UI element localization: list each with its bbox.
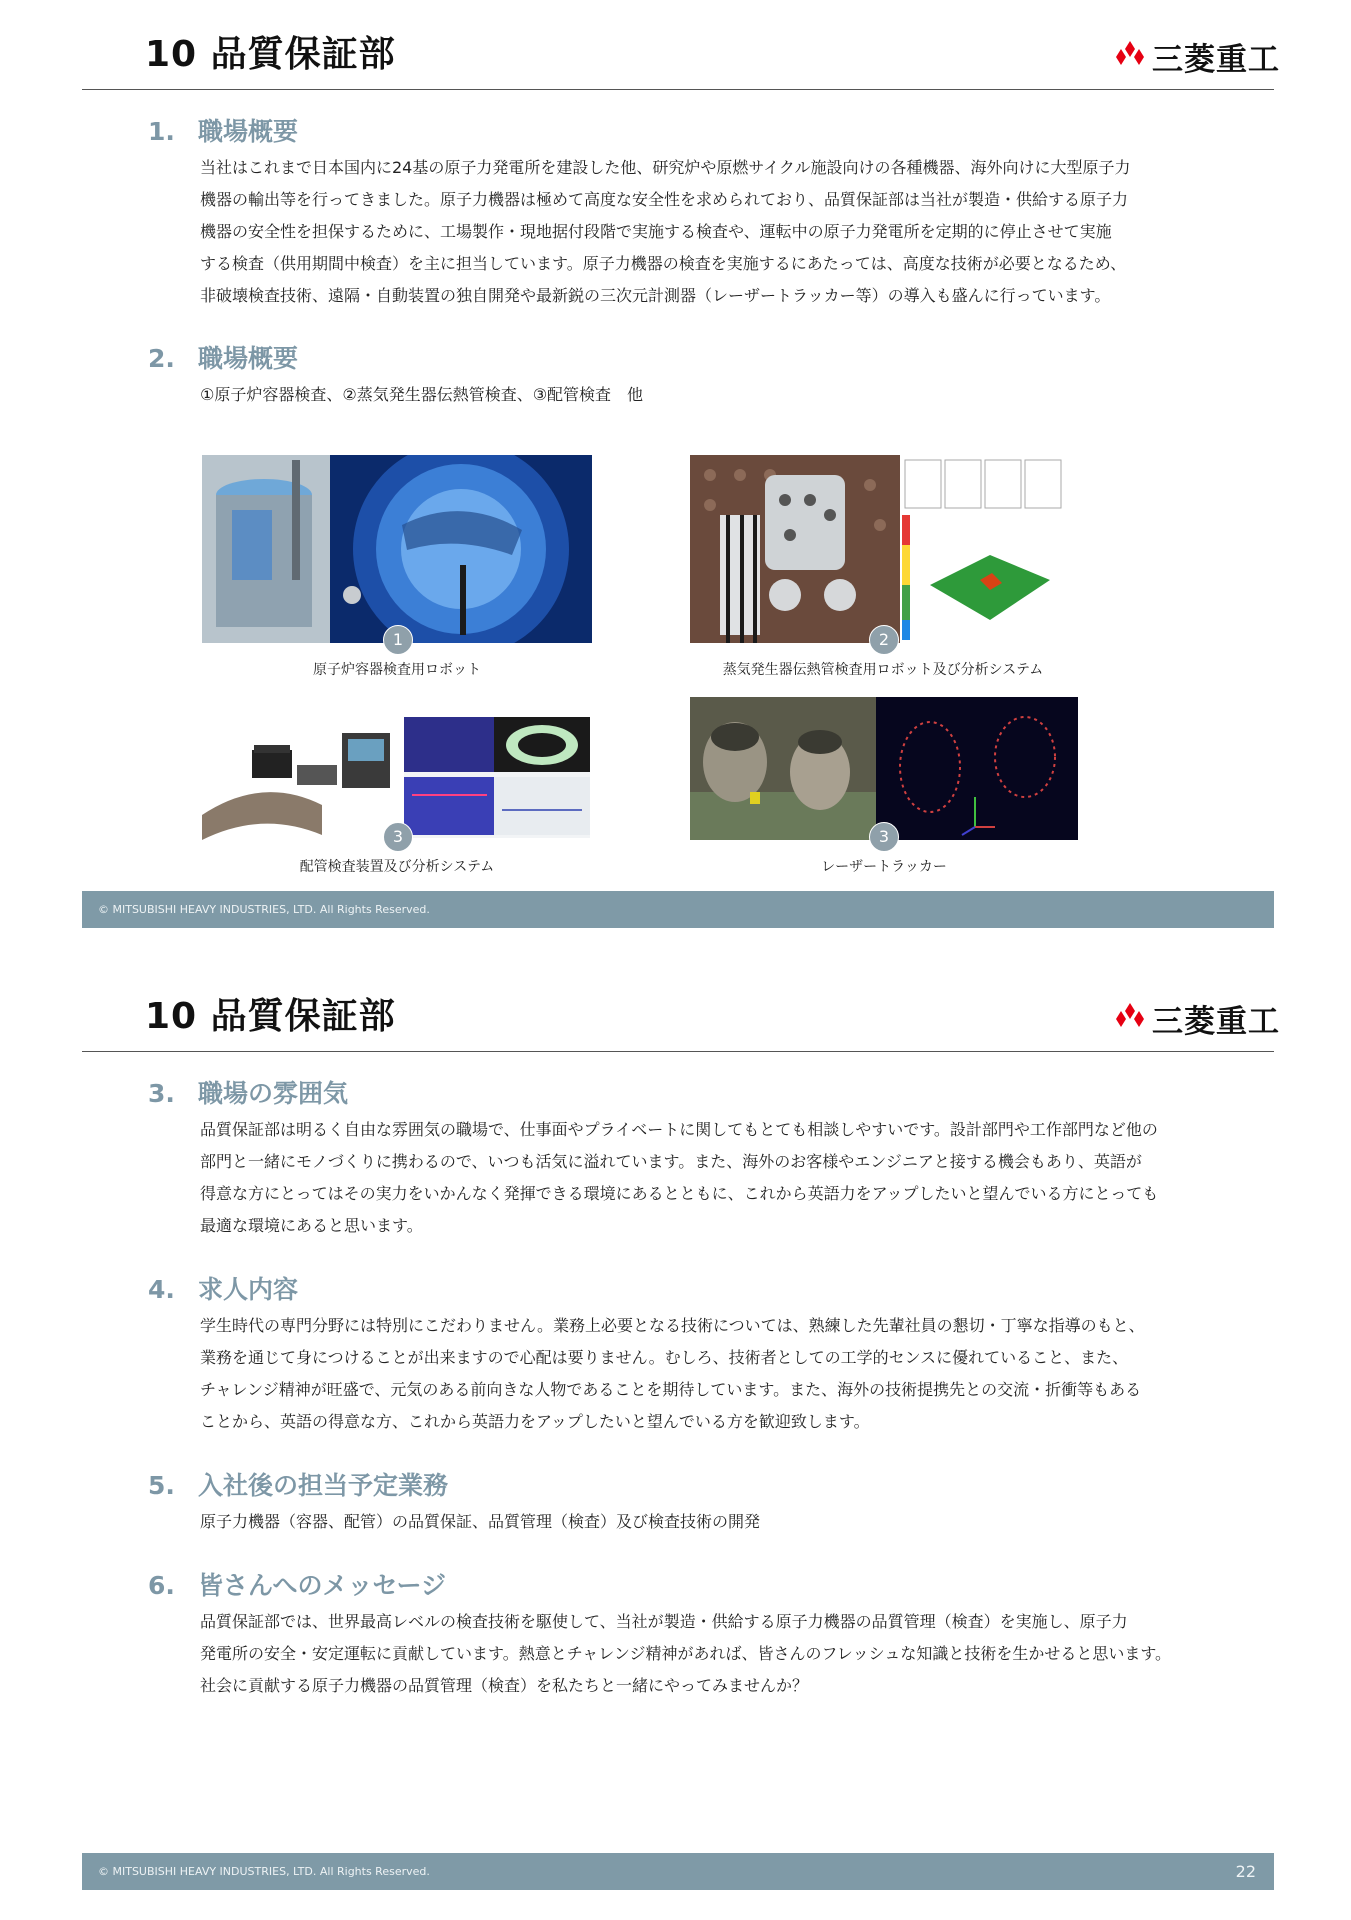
figure-caption: 原子炉容器検査用ロボット [313,662,481,678]
body-line: ①原子炉容器検査、②蒸気発生器伝熱管検査、③配管検査 他 [200,385,644,404]
section-number: 5. [148,1471,175,1500]
body-line: 社会に貢献する原子力機器の品質管理（検査）を私たちと一緒にやってみませんか？ [200,1676,809,1695]
section-body [200,1606,1171,1702]
copyright-text: © MITSUBISHI HEAVY INDUSTRIES, LTD. All Rights Reserved. [98,1865,430,1878]
section-number: 1. [148,117,175,146]
section-body [200,1506,760,1538]
section-title: 職場概要 [198,344,299,373]
section-body [200,379,643,411]
body-line: 最適な環境にあると思います。 [200,1216,423,1235]
section-body [200,1114,1158,1242]
footer-bar [82,1853,1274,1890]
section-body [200,1310,1145,1438]
section-heading [148,1566,446,1602]
figure-badge: 2 [869,625,899,655]
section-heading [148,339,298,375]
logo-text: 三菱重工 [1152,1004,1280,1040]
footer-bar [82,891,1274,928]
reactor-vessel-robot-photo [202,455,592,643]
section-number: 3. [148,1079,175,1108]
steam-generator-robot-photo [690,455,1076,643]
logo-text: 三菱重工 [1152,42,1280,78]
body-line: 当社はこれまで日本国内に24基の原子力発電所を建設した他、研究炉や原燃サイクル施設向けの各種機器、海外向けに大型原子力 [200,158,1131,177]
section-body [200,152,1130,312]
section-number: 4. [148,1275,175,1304]
body-line: 機器の輸出等を行ってきました。原子力機器は極めて高度な安全性を求められており、品質保証部は当社が製造・供給する原子力 [200,190,1129,209]
body-line: 部門と一緒にモノづくりに携わるので、いつも活気に溢れています。また、海外のお客様やエンジニアと接する機会もあり、英語が [200,1152,1142,1171]
figure-badge: 1 [383,625,413,655]
page-title: 10 品質保証部 [145,34,396,75]
body-line: 得意な方にとってはその実力をいかんなく発揮できる環境にあるとともに、これから英語力をアップしたいと望んでいる方にとっても [200,1184,1159,1203]
body-line: 原子力機器（容器、配管）の品質保証、品質管理（検査）及び検査技術の開発 [200,1512,761,1531]
figure-caption: レーザートラッカー [821,859,947,875]
figure-caption: 配管検査装置及び分析システム [299,859,495,875]
body-line: する検査（供用期間中検査）を主に担当しています。原子力機器の検査を実施するにあたっては、高度な技術が必要となるため、 [200,254,1127,273]
section-title: 職場概要 [198,117,299,146]
figure-badge: 3 [869,822,899,852]
body-line: 非破壊検査技術、遠隔・自動装置の独自開発や最新鋭の三次元計測器（レーザートラッカー等）の導入も盛んに行っています。 [200,286,1111,305]
section-number: 2. [148,344,175,373]
copyright-text: © MITSUBISHI HEAVY INDUSTRIES, LTD. All Rights Reserved. [98,903,430,916]
body-line: 発電所の安全・安定運転に貢献しています。熱意とチャレンジ精神があれば、皆さんのフレッシュな知識と技術を生かせると思います。 [200,1644,1172,1663]
section-heading [148,1074,348,1110]
section-title: 入社後の担当予定業務 [198,1471,449,1500]
section-heading [148,1466,448,1502]
header-divider [82,1051,1274,1052]
section-title: 職場の雰囲気 [198,1079,349,1108]
mhi-logo [1112,996,1280,1041]
page-number: 22 [1235,1862,1256,1881]
section-number: 6. [148,1571,175,1600]
figure-badge: 3 [383,822,413,852]
figure-caption: 蒸気発生器伝熱管検査用ロボット及び分析システム [722,662,1044,678]
header-divider [82,89,1274,90]
section-title: 皆さんへのメッセージ [198,1571,447,1600]
body-line: 品質保証部は明るく自由な雰囲気の職場で、仕事面やプライベートに関してもとても相談しやすいです。設計部門や工作部門など他の [200,1120,1158,1139]
section-heading [148,112,298,148]
body-line: 学生時代の専門分野には特別にこだわりません。業務上必要となる技術については、熟練した先輩社員の懇切・丁寧な指導のもと、 [200,1316,1145,1335]
section-title: 求人内容 [198,1275,299,1304]
body-line: チャレンジ精神が旺盛で、元気のある前向きな人物であることを期待しています。また、海外の技術提携先との交流・折衝等もある [200,1380,1142,1399]
mhi-logo [1112,34,1280,79]
laser-tracker-photo [690,697,1078,840]
three-diamonds-icon [1112,1003,1148,1035]
body-line: 品質保証部では、世界最高レベルの検査技術を駆使して、当社が製造・供給する原子力機器の品質管理（検査）を実施し、原子力 [200,1612,1128,1631]
body-line: 機器の安全性を担保するために、工場製作・現地据付段階で実施する検査や、運転中の原子力発電所を定期的に停止させて実施 [200,222,1112,241]
three-diamonds-icon [1112,41,1148,73]
section-heading [148,1270,298,1306]
page-title: 10 品質保証部 [145,996,396,1037]
body-line: ことから、英語の得意な方、これから英語力をアップしたいと望んでいる方を歓迎致します。 [200,1412,870,1431]
body-line: 業務を通じて身につけることが出来ますので心配は要りません。むしろ、技術者としての工学的センスに優れていること、また、 [200,1348,1129,1367]
